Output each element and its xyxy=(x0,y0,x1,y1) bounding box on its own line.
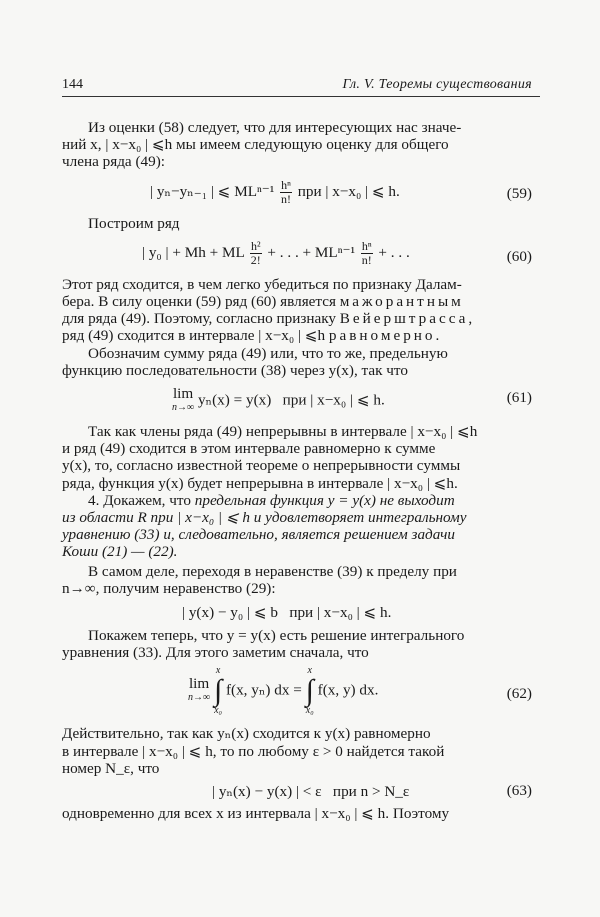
text-line: Из оценки (58) следует, что для интересующих нас значе- xyxy=(88,119,462,136)
text-line: n→∞, получим неравенство (29): xyxy=(62,579,276,597)
page xyxy=(62,74,540,822)
text-line: Действительно, так как yₙ(x) сходится к y(x) равномерно xyxy=(62,725,431,743)
text-line: y(x), то, согласно известной теореме о непрерывности суммы xyxy=(62,457,461,475)
page-number: 144 xyxy=(62,77,83,92)
chapter-title: Гл. V. Теоремы существования xyxy=(342,77,532,92)
paragraph-4 xyxy=(62,345,540,379)
equation-number: (61) xyxy=(506,389,532,407)
paragraph-1 xyxy=(62,119,540,171)
text-line: бера. В силу оценки (59) ряд (60) является xyxy=(62,293,336,311)
paragraph-3 xyxy=(62,276,540,345)
paragraph-8 xyxy=(62,627,540,661)
limit: lim n→∞ xyxy=(188,675,211,704)
text-line: уравнения (33). Для этого заметим сначала, что xyxy=(62,644,369,662)
fraction: $\frac{\text{hⁿ}}{n!}$ xyxy=(281,177,292,206)
text-line: члена ряда (49): xyxy=(62,153,165,171)
text-line: В самом деле, переходя в неравенстве (39) к пределу при xyxy=(88,562,457,580)
eq-term: + . . . + MLⁿ⁻¹ xyxy=(267,243,356,261)
text-line: номер N_ε, что xyxy=(62,759,160,777)
text-line: ряда, функция y(x) будет непрерывна в интервале | x−x₀ | ⩽h. xyxy=(62,474,458,492)
fraction: $\frac{\text{hⁿ}}{n!}$ xyxy=(361,238,372,267)
limit: lim n→∞ xyxy=(172,385,195,414)
equation-number: (60) xyxy=(506,247,532,265)
italic-text: из области R при | x−x₀ | ⩽ h и удовлетворяет интегральному xyxy=(62,509,467,527)
equation-number: (59) xyxy=(506,184,532,202)
text-line: Покажем теперь, что y = y(x) есть решение интегрального xyxy=(88,627,465,645)
text-line: Так как члены ряда (49) непрерывны в интервале | x−x₀ | ⩽h xyxy=(88,423,478,441)
equation-60 xyxy=(62,232,540,276)
equation-number: (62) xyxy=(506,685,532,703)
equation-59 xyxy=(62,171,540,211)
eq-term: | y(x) − y₀ | ⩽ b при | x−x₀ | ⩽ h. xyxy=(182,604,392,622)
equation-62 xyxy=(62,661,540,725)
text-line: в интервале | x−x₀ | ⩽ h, то по любому ε > 0 найдется такой xyxy=(62,742,445,760)
text-line: Обозначим сумму ряда (49) или, что то же, предельную xyxy=(88,344,448,362)
text-line: и ряд (49) сходится в этом интервале равномерно к сумме xyxy=(62,440,436,458)
equation-61 xyxy=(62,379,540,419)
spaced-word: Вейерштрасса, xyxy=(339,310,476,328)
eq-term: + . . . xyxy=(378,243,410,261)
text-line: функцию последовательности (38) через y(x), так что xyxy=(62,361,408,379)
integral-sign: x ∫ x₀ xyxy=(305,665,314,717)
eq-term: | y₀ | + Mh + ML xyxy=(142,243,245,261)
paragraph-5 xyxy=(62,423,540,492)
equation-number: (63) xyxy=(506,782,532,800)
text-line: Этот ряд сходится, в чем легко убедиться по признаку Далам- xyxy=(62,275,462,293)
eq-term: | yₙ(x) − y(x) | < ε при n > N_ε xyxy=(212,783,410,801)
text-line: одновременно для всех x из интервала | x−x₀ | ⩽ h. Поэтому xyxy=(62,805,450,823)
eq-term: | yₙ−yₙ₋₁ | ⩽ MLⁿ⁻¹ xyxy=(150,182,275,200)
paragraph-7 xyxy=(62,563,540,597)
italic-text: предельная функция y = y(x) не выходит xyxy=(194,491,455,509)
text-line: 4. Докажем, что xyxy=(88,491,191,509)
equation-63 xyxy=(62,777,540,805)
integral-sign: x ∫ x₀ xyxy=(213,665,223,717)
eq-term: f(x, yₙ) dx = xyxy=(225,681,302,699)
eq-term: f(x, y) dx. xyxy=(317,681,379,699)
paragraph-9 xyxy=(62,725,540,777)
equation-29 xyxy=(62,597,540,627)
text-line: ний x, | x−x₀ | ⩽h мы имеем следующую оценку для общего xyxy=(62,136,449,154)
running-header xyxy=(62,74,540,97)
paragraph-2 xyxy=(62,215,540,232)
text-line: ряд (49) сходится в интервале | x−x₀ | ⩽h xyxy=(62,327,326,345)
fraction: $\frac{\text{h²}}{2!}$ xyxy=(250,238,261,267)
text-line: Построим ряд xyxy=(88,214,180,232)
eq-term: при | x−x₀ | ⩽ h. xyxy=(297,182,400,200)
spaced-word: равномерно. xyxy=(328,327,443,345)
paragraph-6 xyxy=(62,492,540,561)
text-line: для ряда (49). Поэтому, согласно признаку xyxy=(62,310,336,328)
spaced-word: мажорантным xyxy=(339,293,464,311)
italic-text: уравнению (33) и, следовательно, является решением задачи xyxy=(62,526,455,544)
italic-text: Коши (21) — (22). xyxy=(62,543,178,561)
eq-term: yₙ(x) = y(x) при | x−x₀ | ⩽ h. xyxy=(197,391,385,409)
paragraph-10 xyxy=(62,805,540,822)
